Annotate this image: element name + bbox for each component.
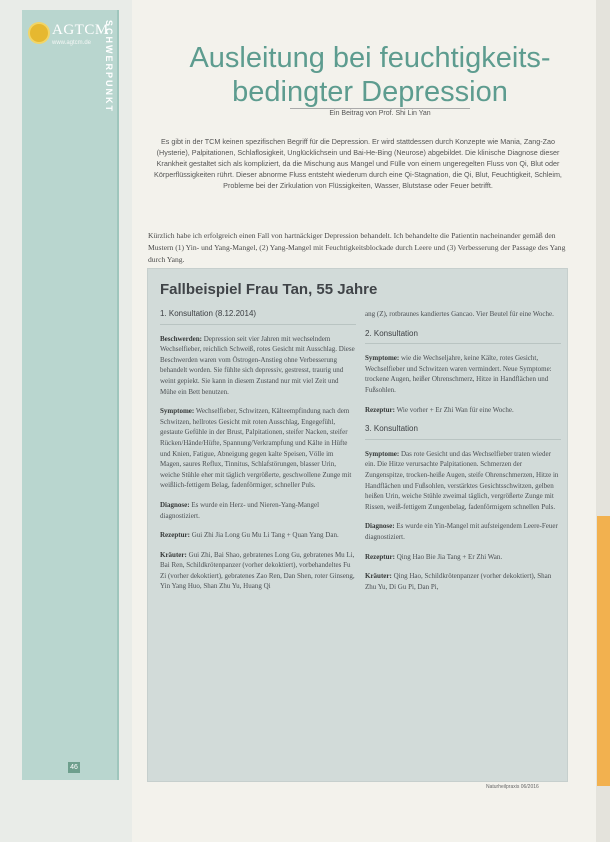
diagnose-paragraph — [160, 500, 356, 521]
k3-kraeuter-text: Qing Hao, Schildkrötenpanzer (vorher dekoktiert), Shan Zhu Yu, Di Gu Pi, Dan Pi, — [365, 572, 552, 591]
page-number: 46 — [68, 762, 80, 773]
continued-paragraph: ang (Z), rotbraunes kandiertes Gancao. Vier Beutel für eine Woche. — [365, 310, 554, 318]
k3-diagnose-label: Diagnose: — [365, 522, 395, 531]
k3-diagnose-paragraph — [365, 521, 561, 542]
case-column-left — [160, 309, 356, 601]
k3-symptome-text: Das rote Gesicht und das Wechselfieber traten wieder ein. Die Hitze verursachte Palpitationen. Schmerzen der Zungenspitze, trocken-heiße Augen, steife Ohrenschmerzen, Hitze in Handflächen und Fußsohlen, verstärktes Gesichtsschwitzen, gelben heißen Urin, weiche Stühle zweimal täglich, vergrößerte Zunge mit Rissen, weiß-fettigem Zungenbelag, fadenförmigem schnellen Puls. — [365, 449, 559, 511]
logo-url: www.agtcm.de — [52, 40, 92, 46]
k3-rezeptur-label: Rezeptur: — [365, 552, 395, 561]
rezeptur-text: Gui Zhi Jia Long Gu Mu Li Tang + Quan Yang Dan. — [191, 531, 339, 540]
sidebar — [0, 0, 132, 842]
k2-symptome-paragraph — [365, 353, 561, 395]
k3-diagnose-text: Es wurde ein Yin-Mangel mit aufsteigendem Leere-Feuer diagnostiziert. — [365, 522, 558, 541]
diagnose-label: Diagnose: — [160, 500, 190, 509]
case-study-box — [147, 268, 568, 782]
section-label: SCHWERPUNKT — [104, 20, 114, 113]
title-line-1: Ausleitung bei feuchtigkeits- — [189, 42, 551, 75]
beschwerden-label: Beschwerden: — [160, 334, 202, 343]
k3-rezeptur-paragraph — [365, 552, 561, 563]
consultation-2-heading: 2. Konsultation — [365, 329, 561, 345]
k2-rezeptur-label: Rezeptur: — [365, 405, 395, 414]
case-title: Fallbeispiel Frau Tan, 55 Jahre — [160, 281, 378, 298]
rezeptur-paragraph — [160, 530, 356, 541]
k3-symptome-paragraph — [365, 449, 561, 513]
consultation-1-heading: 1. Konsultation (8.12.2014) — [160, 309, 356, 325]
kraeuter-paragraph — [160, 550, 356, 592]
k3-symptome-label: Symptome: — [365, 449, 400, 458]
consultation-3-heading: 3. Konsultation — [365, 424, 561, 440]
beschwerden-text: Depression seit vier Jahren mit wechselndem Wechselfieber, reichlich Schweiß, rotes Gesicht mit Ausschlag. Diese Beschwerden waren vom Östrogen-Anstieg ohne Verbesserung behandelt worden. Sie fühlte sich depressiv, gestresst, traurig und weint gepiekt. Sie kann in diesem Zustand nur mit viel Zeit und Mühe ein Bett benutzen. — [160, 334, 355, 396]
diagnose-text: Es wurde ein Herz- und Nieren-Yang-Mangel diagnostiziert. — [160, 500, 320, 520]
symptome-text: Wechselfieber, Schwitzen, Kälteempfindung nach dem Schwitzen, hellrotes Gesicht mit roten Ausschlag, Engegefühl, gestaute Gefühle in der Brust, Palpitationen, steifer Nacken, steifer Rücken/Hände/Hüfte, Spannung/Verkrampfung und Kälte in Hüfte und Knien, Fatigue, Abneigung gegen kalte Speisen, Völle im Magen, saures Reflux, Tinnitus, Schlafstörungen, blasser Urin, weiche Stühle eher mit täglich vergrößerte, geschwollene Zunge mit weißlich-fettigem Belag, fadenförmiger, schneller Puls. — [160, 407, 352, 490]
k3-rezeptur-text: Qing Hao Bie Jia Tang + Er Zhi Wan. — [396, 552, 503, 561]
right-section-tab — [597, 516, 610, 786]
agtcm-logo-icon — [30, 24, 48, 42]
k3-kraeuter-paragraph — [365, 571, 561, 592]
k2-symptome-label: Symptome: — [365, 354, 400, 363]
k2-rezeptur-text: Wie vorher + Er Zhi Wan für eine Woche. — [396, 405, 514, 414]
intro-paragraph: Es gibt in der TCM keinen spezifischen Begriff für die Depression. Er wird stattdessen durch Konzepte wie Mania, Zang-Zao (Hysterie), Palpitationen, Schlaflosigkeit, Unglücklichsein und Bai-He-Bing (Neurose) abgebildet. Die klinische Diagnose dieser Krankheit gestaltet sich als kompliziert, da die Mischung aus Mangel und Fülle von einem ungeregelten Fluss von Qi, Blut oder Körperflüssigkeiten rührt. Dieser abnorme Fluss entsteht wiederum durch eine Qi-Stagnation, die Qi, Blut, Feuchtigkeit, Schleim, Probleme bei der Zirkulation von Flüssigkeiten, Wasser, Blutstase oder Feuer betrifft. — [154, 137, 562, 190]
page-title — [150, 41, 590, 109]
author-line: Ein Beitrag von Prof. Shi Lin Yan — [290, 108, 470, 117]
lead-paragraph: Kürzlich habe ich erfolgreich einen Fall von hartnäckiger Depression behandelt. Ich behandelte die Patientin nacheinander gemäß den Mustern (1) Yin- und Yang-Mangel, (2) Yang-Mangel mit Feuchtigkeitsblockade durch Leere und (3) Verbesserung der Passage des Yang durch Yang. — [148, 231, 566, 264]
sidebar-strip — [22, 10, 119, 780]
kraeuter-label: Kräuter: — [160, 550, 187, 559]
k3-kraeuter-label: Kräuter: — [365, 572, 392, 581]
beschwerden-paragraph — [160, 334, 356, 398]
case-column-right — [365, 309, 561, 601]
symptome-label: Symptome: — [160, 407, 195, 416]
rezeptur-label: Rezeptur: — [160, 531, 190, 540]
k2-symptome-text: wie die Wechseljahre, keine Kälte, rotes Gesicht, Wechselfieber und Schwitzen waren vermindert. Neue Symptome: trockene Augen, heißer Ohrenschmerz, Hitze in Handflächen und Fußsohlen. — [365, 354, 552, 394]
title-line-2: bedingter Depression — [232, 76, 508, 109]
logo-name: AGTCM — [52, 22, 109, 38]
kraeuter-text: Gui Zhi, Bai Shao, gebratenes Long Gu, gebratenes Mu Li, Bai Ren, Schildkrötenpanzer (vorher dekoktiert), vorbehandeltes Fu Zi (vorher dekoktiert), gebratenes Zao Ren, Dan Shen, roter Ginseng, Yin Yang Huo, Shan Zhu Yu, Huang Qi — [160, 550, 355, 591]
footer-publication: Naturheilpraxis 06/2016 — [486, 784, 539, 790]
symptome-paragraph — [160, 406, 356, 491]
k2-rezeptur-paragraph — [365, 405, 561, 416]
